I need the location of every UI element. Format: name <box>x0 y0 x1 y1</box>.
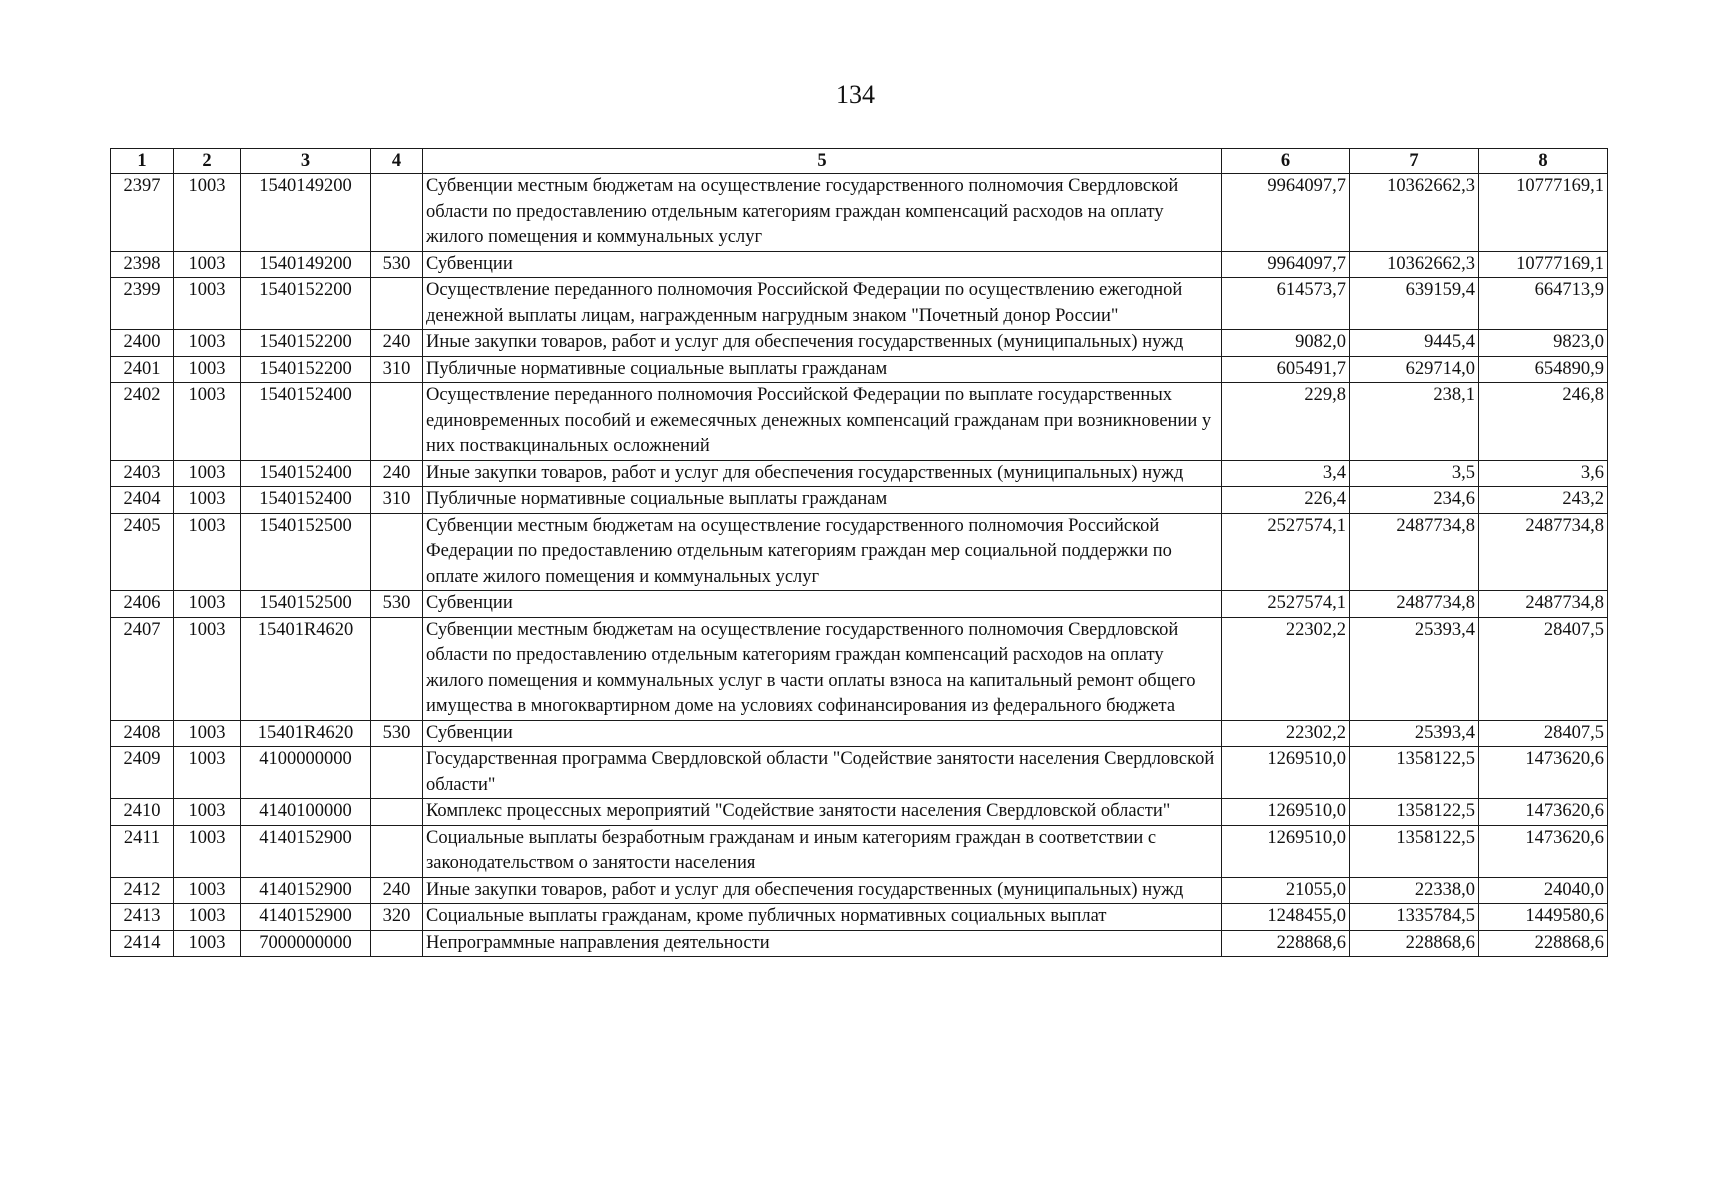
cell-amount-year-2: 25393,4 <box>1350 617 1479 720</box>
table-row <box>111 383 1608 461</box>
cell-amount-year-1: 226,4 <box>1222 487 1350 514</box>
cell-name: Субвенции <box>423 720 1222 747</box>
cell-amount-year-2: 25393,4 <box>1350 720 1479 747</box>
cell-amount-year-1: 1269510,0 <box>1222 799 1350 826</box>
cell-amount-year-3: 3,6 <box>1479 460 1608 487</box>
cell-row-number: 2411 <box>111 825 174 877</box>
cell-target-article: 4140152900 <box>241 877 371 904</box>
cell-amount-year-1: 228868,6 <box>1222 930 1350 957</box>
cell-name: Иные закупки товаров, работ и услуг для обеспечения государственных (муниципальных) нужд <box>423 460 1222 487</box>
table-row <box>111 251 1608 278</box>
cell-section: 1003 <box>174 278 241 330</box>
column-header-year-2: 7 <box>1350 149 1479 174</box>
cell-amount-year-2: 22338,0 <box>1350 877 1479 904</box>
cell-section: 1003 <box>174 174 241 252</box>
cell-expense-type <box>371 799 423 826</box>
table-row <box>111 877 1608 904</box>
cell-row-number: 2402 <box>111 383 174 461</box>
cell-row-number: 2414 <box>111 930 174 957</box>
cell-amount-year-3: 1449580,6 <box>1479 904 1608 931</box>
table-row <box>111 930 1608 957</box>
cell-amount-year-3: 2487734,8 <box>1479 591 1608 618</box>
cell-target-article: 1540152200 <box>241 356 371 383</box>
table-row <box>111 513 1608 591</box>
cell-name: Субвенции <box>423 591 1222 618</box>
cell-amount-year-3: 10777169,1 <box>1479 174 1608 252</box>
cell-section: 1003 <box>174 720 241 747</box>
cell-name: Социальные выплаты гражданам, кроме публичных нормативных социальных выплат <box>423 904 1222 931</box>
cell-amount-year-3: 10777169,1 <box>1479 251 1608 278</box>
cell-name: Субвенции местным бюджетам на осуществление государственного полномочия Свердловской области по предоставлению отдельным категориям граждан компенсаций расходов на оплату жилого помещения и коммунальных услуг в части оплаты взноса на капитальный ремонт общего имущества в многоквартирном доме на условиях софинансирования из федерального бюджета <box>423 617 1222 720</box>
cell-name: Осуществление переданного полномочия Российской Федерации по выплате государственных единовременных пособий и ежемесячных денежных компенсаций гражданам при возникновении у них поствакцинальных осложнений <box>423 383 1222 461</box>
cell-row-number: 2405 <box>111 513 174 591</box>
cell-section: 1003 <box>174 591 241 618</box>
cell-amount-year-2: 9445,4 <box>1350 330 1479 357</box>
cell-section: 1003 <box>174 747 241 799</box>
cell-amount-year-1: 1269510,0 <box>1222 747 1350 799</box>
cell-section: 1003 <box>174 877 241 904</box>
page-number: 134 <box>836 80 875 109</box>
header-row <box>111 149 1608 174</box>
table-row <box>111 330 1608 357</box>
cell-amount-year-1: 229,8 <box>1222 383 1350 461</box>
cell-target-article: 4140100000 <box>241 799 371 826</box>
cell-target-article: 4140152900 <box>241 825 371 877</box>
cell-row-number: 2413 <box>111 904 174 931</box>
cell-expense-type: 310 <box>371 487 423 514</box>
cell-row-number: 2403 <box>111 460 174 487</box>
cell-row-number: 2398 <box>111 251 174 278</box>
cell-amount-year-1: 2527574,1 <box>1222 513 1350 591</box>
cell-name: Субвенции местным бюджетам на осуществление государственного полномочия Свердловской области по предоставлению отдельным категориям граждан компенсаций расходов на оплату жилого помещения и коммунальных услуг <box>423 174 1222 252</box>
cell-amount-year-2: 2487734,8 <box>1350 591 1479 618</box>
cell-amount-year-2: 234,6 <box>1350 487 1479 514</box>
cell-amount-year-3: 246,8 <box>1479 383 1608 461</box>
table-row <box>111 720 1608 747</box>
budget-table <box>110 148 1608 957</box>
table-row <box>111 460 1608 487</box>
cell-row-number: 2400 <box>111 330 174 357</box>
cell-target-article: 1540152200 <box>241 278 371 330</box>
cell-amount-year-3: 28407,5 <box>1479 720 1608 747</box>
cell-amount-year-2: 238,1 <box>1350 383 1479 461</box>
table-row <box>111 487 1608 514</box>
cell-name: Комплекс процессных мероприятий "Содействие занятости населения Свердловской области" <box>423 799 1222 826</box>
cell-expense-type: 240 <box>371 877 423 904</box>
cell-name: Государственная программа Свердловской области "Содействие занятости населения Свердловской области" <box>423 747 1222 799</box>
cell-section: 1003 <box>174 487 241 514</box>
cell-amount-year-2: 3,5 <box>1350 460 1479 487</box>
cell-amount-year-2: 629714,0 <box>1350 356 1479 383</box>
table-row <box>111 174 1608 252</box>
cell-section: 1003 <box>174 251 241 278</box>
cell-amount-year-1: 9964097,7 <box>1222 174 1350 252</box>
cell-expense-type: 530 <box>371 591 423 618</box>
cell-amount-year-2: 10362662,3 <box>1350 174 1479 252</box>
cell-section: 1003 <box>174 617 241 720</box>
cell-row-number: 2404 <box>111 487 174 514</box>
cell-amount-year-1: 9964097,7 <box>1222 251 1350 278</box>
cell-amount-year-3: 228868,6 <box>1479 930 1608 957</box>
cell-name: Иные закупки товаров, работ и услуг для обеспечения государственных (муниципальных) нужд <box>423 877 1222 904</box>
column-header-row-number: 1 <box>111 149 174 174</box>
cell-section: 1003 <box>174 825 241 877</box>
cell-amount-year-1: 1248455,0 <box>1222 904 1350 931</box>
cell-target-article: 1540149200 <box>241 174 371 252</box>
cell-amount-year-2: 639159,4 <box>1350 278 1479 330</box>
cell-name: Осуществление переданного полномочия Российской Федерации по осуществлению ежегодной денежной выплаты лицам, награжденным нагрудным знаком "Почетный донор России" <box>423 278 1222 330</box>
cell-expense-type <box>371 513 423 591</box>
cell-target-article: 1540152500 <box>241 591 371 618</box>
cell-expense-type: 530 <box>371 720 423 747</box>
cell-amount-year-1: 2527574,1 <box>1222 591 1350 618</box>
cell-row-number: 2397 <box>111 174 174 252</box>
cell-expense-type <box>371 174 423 252</box>
cell-expense-type: 240 <box>371 460 423 487</box>
cell-amount-year-3: 243,2 <box>1479 487 1608 514</box>
cell-amount-year-1: 1269510,0 <box>1222 825 1350 877</box>
cell-expense-type <box>371 825 423 877</box>
column-header-section: 2 <box>174 149 241 174</box>
cell-row-number: 2409 <box>111 747 174 799</box>
cell-expense-type <box>371 278 423 330</box>
cell-amount-year-3: 24040,0 <box>1479 877 1608 904</box>
table-row <box>111 747 1608 799</box>
cell-expense-type <box>371 617 423 720</box>
cell-section: 1003 <box>174 930 241 957</box>
cell-amount-year-3: 1473620,6 <box>1479 825 1608 877</box>
cell-amount-year-2: 10362662,3 <box>1350 251 1479 278</box>
cell-amount-year-3: 664713,9 <box>1479 278 1608 330</box>
cell-name: Субвенции <box>423 251 1222 278</box>
table-body <box>111 174 1608 957</box>
table-row <box>111 356 1608 383</box>
column-header-expense-type: 4 <box>371 149 423 174</box>
cell-section: 1003 <box>174 356 241 383</box>
cell-amount-year-2: 1358122,5 <box>1350 825 1479 877</box>
cell-amount-year-1: 614573,7 <box>1222 278 1350 330</box>
cell-name: Субвенции местным бюджетам на осуществление государственного полномочия Российской Федерации по предоставлению отдельным категориям граждан мер социальной поддержки по оплате жилого помещения и коммунальных услуг <box>423 513 1222 591</box>
cell-section: 1003 <box>174 460 241 487</box>
cell-expense-type: 310 <box>371 356 423 383</box>
table-row <box>111 799 1608 826</box>
cell-target-article: 1540152400 <box>241 383 371 461</box>
cell-expense-type <box>371 747 423 799</box>
cell-section: 1003 <box>174 330 241 357</box>
cell-target-article: 1540152400 <box>241 487 371 514</box>
cell-row-number: 2406 <box>111 591 174 618</box>
table-row <box>111 825 1608 877</box>
cell-row-number: 2410 <box>111 799 174 826</box>
column-header-target-article: 3 <box>241 149 371 174</box>
cell-expense-type: 240 <box>371 330 423 357</box>
table-row <box>111 278 1608 330</box>
cell-row-number: 2408 <box>111 720 174 747</box>
cell-amount-year-2: 1358122,5 <box>1350 747 1479 799</box>
cell-amount-year-1: 605491,7 <box>1222 356 1350 383</box>
cell-target-article: 4140152900 <box>241 904 371 931</box>
cell-section: 1003 <box>174 904 241 931</box>
cell-amount-year-3: 28407,5 <box>1479 617 1608 720</box>
cell-row-number: 2401 <box>111 356 174 383</box>
cell-section: 1003 <box>174 383 241 461</box>
cell-expense-type <box>371 930 423 957</box>
cell-name: Публичные нормативные социальные выплаты гражданам <box>423 487 1222 514</box>
cell-name: Публичные нормативные социальные выплаты гражданам <box>423 356 1222 383</box>
table-row <box>111 617 1608 720</box>
cell-target-article: 1540152200 <box>241 330 371 357</box>
cell-amount-year-2: 228868,6 <box>1350 930 1479 957</box>
cell-amount-year-2: 1335784,5 <box>1350 904 1479 931</box>
cell-row-number: 2412 <box>111 877 174 904</box>
cell-target-article: 1540152400 <box>241 460 371 487</box>
cell-amount-year-3: 2487734,8 <box>1479 513 1608 591</box>
cell-amount-year-2: 2487734,8 <box>1350 513 1479 591</box>
cell-amount-year-3: 1473620,6 <box>1479 747 1608 799</box>
cell-amount-year-1: 21055,0 <box>1222 877 1350 904</box>
table-row <box>111 904 1608 931</box>
cell-section: 1003 <box>174 513 241 591</box>
cell-target-article: 4100000000 <box>241 747 371 799</box>
cell-target-article: 1540152500 <box>241 513 371 591</box>
cell-target-article: 7000000000 <box>241 930 371 957</box>
cell-target-article: 1540149200 <box>241 251 371 278</box>
cell-amount-year-3: 1473620,6 <box>1479 799 1608 826</box>
cell-amount-year-3: 9823,0 <box>1479 330 1608 357</box>
table-row <box>111 591 1608 618</box>
cell-amount-year-1: 22302,2 <box>1222 720 1350 747</box>
cell-target-article: 15401R4620 <box>241 720 371 747</box>
column-header-name: 5 <box>423 149 1222 174</box>
cell-target-article: 15401R4620 <box>241 617 371 720</box>
column-header-year-1: 6 <box>1222 149 1350 174</box>
cell-amount-year-2: 1358122,5 <box>1350 799 1479 826</box>
cell-row-number: 2407 <box>111 617 174 720</box>
cell-section: 1003 <box>174 799 241 826</box>
cell-amount-year-3: 654890,9 <box>1479 356 1608 383</box>
cell-name: Иные закупки товаров, работ и услуг для обеспечения государственных (муниципальных) нужд <box>423 330 1222 357</box>
cell-row-number: 2399 <box>111 278 174 330</box>
cell-amount-year-1: 3,4 <box>1222 460 1350 487</box>
cell-expense-type: 320 <box>371 904 423 931</box>
cell-name: Непрограммные направления деятельности <box>423 930 1222 957</box>
cell-amount-year-1: 22302,2 <box>1222 617 1350 720</box>
cell-amount-year-1: 9082,0 <box>1222 330 1350 357</box>
cell-name: Социальные выплаты безработным гражданам и иным категориям граждан в соответствии с законодательством о занятости населения <box>423 825 1222 877</box>
column-header-year-3: 8 <box>1479 149 1608 174</box>
cell-expense-type: 530 <box>371 251 423 278</box>
cell-expense-type <box>371 383 423 461</box>
